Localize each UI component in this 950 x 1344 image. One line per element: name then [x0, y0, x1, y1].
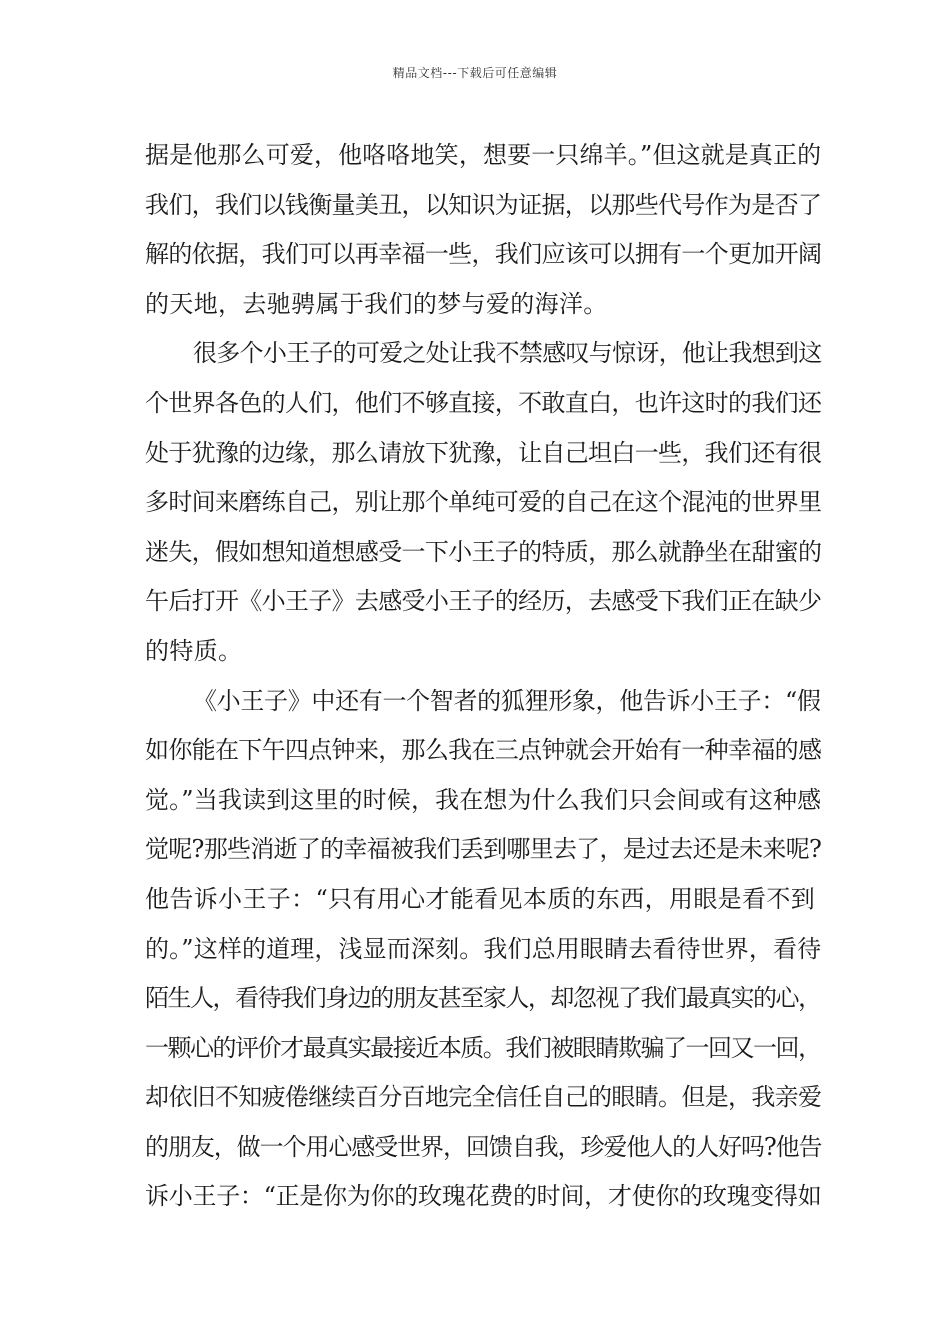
text-line: 却依旧不知疲倦继续百分百地完全信任自己的眼睛。但是，我亲爱: [145, 1083, 822, 1112]
text-line: 的天地，去驰骋属于我们的梦与爱的海洋。: [145, 289, 608, 318]
text-line: 午后打开《小王子》去感受小王子的经历，去感受下我们正在缺少: [145, 587, 822, 616]
text-line: 据是他那么可爱，他咯咯地笑，想要一只绵羊。”但这就是真正的: [145, 141, 822, 169]
paragraph-first-line: 《小王子》中还有一个智者的狐狸形象，他告诉小王子：“假: [193, 686, 821, 715]
text-line: 多时间来磨练自己，别让那个单纯可爱的自己在这个混沌的世界里: [145, 488, 822, 517]
text-line: 的朋友，做一个用心感受世界，回馈自我，珍爱他人的人好吗?他告: [145, 1132, 822, 1161]
text-line: 解的依据，我们可以再幸福一些，我们应该可以拥有一个更加开阔: [145, 240, 822, 269]
text-line: 诉小王子：“正是你为你的玫瑰花费的时间，才使你的玫瑰变得如: [145, 1182, 822, 1211]
text-line: 迷失，假如想知道想感受一下小王子的特质，那么就静坐在甜蜜的: [145, 537, 822, 566]
text-line: 陌生人，看待我们身边的朋友甚至家人，却忽视了我们最真实的心，: [145, 984, 821, 1013]
text-line: 觉呢?那些消逝了的幸福被我们丢到哪里去了，是过去还是未来呢?: [145, 835, 822, 864]
text-line: 如你能在下午四点钟来，那么我在三点钟就会开始有一种幸福的感: [145, 736, 822, 765]
page-header: 精品文档---下载后可任意编辑: [392, 66, 558, 80]
text-line: 一颗心的评价才最真实最接近本质。我们被眼睛欺骗了一回又一回，: [145, 1033, 821, 1062]
text-line: 的特质。: [145, 636, 243, 665]
paragraph-first-line: 很多个小王子的可爱之处让我不禁感叹与惊讶，他让我想到这: [193, 339, 822, 368]
text-line: 的。”这样的道理，浅显而深刻。我们总用眼睛去看待世界，看待: [145, 934, 822, 963]
text-line: 个世界各色的人们，他们不够直接，不敢直白，也许这时的我们还: [145, 388, 822, 417]
text-line: 觉。”当我读到这里的时候，我在想为什么我们只会间或有这种感: [145, 785, 822, 814]
body-text: [145, 131, 821, 1222]
text-line: 我们，我们以钱衡量美丑，以知识为证据，以那些代号作为是否了: [145, 190, 822, 219]
text-line: 他告诉小王子：“只有用心才能看见本质的东西，用眼是看不到: [145, 884, 816, 913]
text-line: 处于犹豫的边缘，那么请放下犹豫，让自己坦白一些，我们还有很: [145, 438, 822, 467]
